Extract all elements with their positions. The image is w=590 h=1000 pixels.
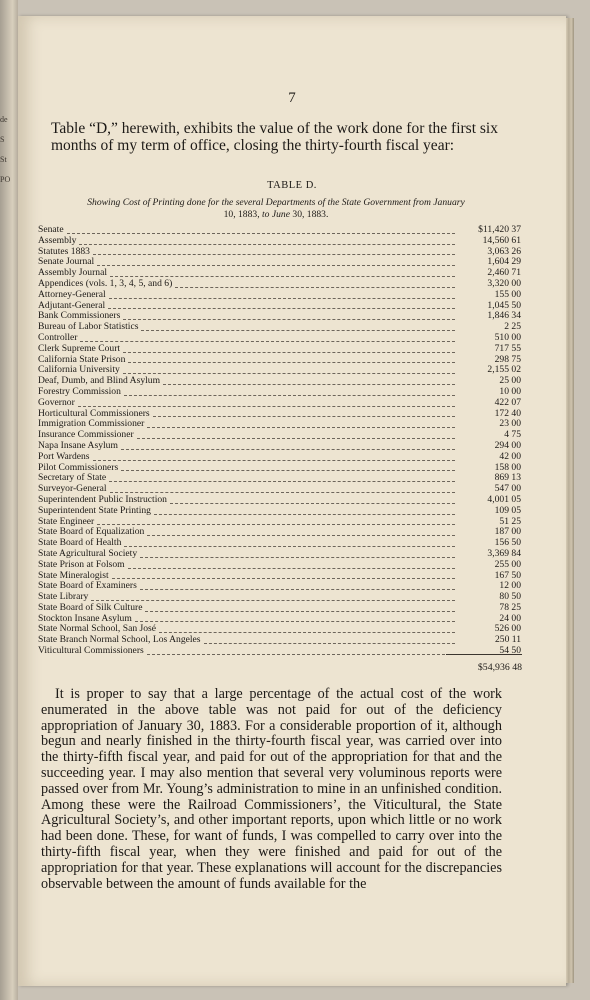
department-name: Insurance Commissioner — [38, 429, 134, 441]
department-name: California State Prison — [38, 353, 126, 365]
department-name: Bank Commissioners — [38, 310, 121, 322]
dotted-leader — [121, 470, 455, 471]
cost-amount: 255 00 — [494, 558, 521, 570]
dotted-leader — [140, 557, 455, 558]
caption-line-1: Showing Cost of Printing done for the several Departments of the State Government from January — [87, 197, 465, 208]
department-name: State Branch Normal School, Los Angeles — [38, 634, 201, 646]
cost-amount: 42 00 — [499, 450, 521, 462]
department-name: Pilot Commissioners — [38, 461, 119, 473]
department-name: Viticultural Commissioners — [38, 645, 144, 657]
table-title: TABLE D. — [267, 180, 317, 191]
dotted-leader — [204, 643, 455, 644]
table-row — [38, 560, 521, 571]
department-name: Stockton Insane Asylum — [38, 612, 132, 624]
department-name: Secretary of State — [38, 472, 107, 484]
department-name: Superintendent Public Instruction — [38, 493, 167, 505]
facing-page-text-fragments — [0, 110, 18, 450]
cost-amount: 1,045 50 — [487, 299, 521, 311]
body-paragraph-text: It is proper to say that a large percentage of the actual cost of the work enumerated in the above table was not paid for out of the deficiency appropriation of January 30, 1883. For a considerable proportion of it, although begun and nearly finished in the thirty-fourth fiscal year, was carried over into the thirty-fifth fiscal year, and paid for out of the appropriation for that and the succeeding year. I may also mention that several very voluminous reports were passed over from Mr. Young’s administration to mine in an unfinished condition. Among these were the Railroad Commissioners’, the Viticultural, the State Agricultural Society’s, and other important reports, upon which little or no work had been done. These, for want of funds, I was compelled to carry over into the thirty-fifth fiscal year, when they were finished and paid for out of the appropriation for that year. These explanations will account for the discrepancies observable between the amount of funds available for the — [41, 686, 502, 892]
department-name: Adjutant-General — [38, 299, 106, 311]
page-stack-edge — [566, 18, 574, 983]
cost-amount: 23 00 — [499, 418, 521, 430]
table-row — [38, 581, 521, 592]
dotted-leader — [109, 298, 455, 299]
department-name: Superintendent State Printing — [38, 504, 151, 516]
table-row — [38, 236, 521, 247]
table-row — [38, 225, 521, 236]
table-row — [38, 344, 521, 355]
dotted-leader — [154, 514, 455, 515]
cost-amount: 869 13 — [494, 472, 521, 484]
body-paragraph — [41, 687, 502, 892]
dotted-leader — [147, 427, 455, 428]
department-name: Port Wardens — [38, 450, 90, 462]
cost-amount: 12 00 — [499, 580, 521, 592]
dotted-leader — [67, 233, 455, 234]
cost-amount: 2,155 02 — [487, 364, 521, 376]
facing-fragment: St — [0, 155, 7, 164]
department-name: State Engineer — [38, 515, 95, 527]
cost-amount: 3,369 84 — [487, 547, 521, 559]
cost-amount: 526 00 — [494, 623, 521, 635]
dotted-leader — [110, 276, 455, 277]
table-row — [38, 646, 521, 657]
dotted-leader — [128, 568, 455, 569]
cost-amount: 2,460 71 — [487, 267, 521, 279]
table-row — [38, 452, 521, 463]
cost-amount: 717 55 — [494, 342, 521, 354]
table-total: $54,936 48 — [477, 662, 522, 673]
cost-amount: 54 50 — [499, 645, 521, 657]
cost-amount: 4,001 05 — [487, 493, 521, 505]
department-name: Deaf, Dumb, and Blind Asylum — [38, 375, 161, 387]
cost-amount: 294 00 — [494, 439, 521, 451]
facing-fragment: PO — [0, 175, 11, 184]
department-name: State Normal School, San José — [38, 623, 157, 635]
book-page — [18, 16, 566, 986]
table-row — [38, 398, 521, 409]
dotted-leader — [123, 319, 455, 320]
department-name: State Board of Silk Culture — [38, 601, 143, 613]
dotted-leader — [141, 330, 455, 331]
caption-to-june: to June — [262, 208, 290, 220]
department-name: State Library — [38, 591, 89, 603]
total-rule — [446, 654, 522, 655]
dotted-leader — [147, 535, 455, 536]
facing-fragment: S — [0, 135, 5, 144]
dotted-leader — [79, 244, 455, 245]
table-row — [38, 387, 521, 398]
cost-amount: 109 05 — [494, 504, 521, 516]
cost-amount: 24 00 — [499, 612, 521, 624]
printing-cost-table — [38, 225, 521, 657]
department-name: Assembly — [38, 234, 77, 246]
cost-amount: 80 50 — [499, 591, 521, 603]
dotted-leader — [97, 265, 455, 266]
cost-amount: 547 00 — [494, 483, 521, 495]
dotted-leader — [97, 524, 455, 525]
department-name: Senate — [38, 224, 64, 235]
cost-amount: 51 25 — [499, 515, 521, 527]
dotted-leader — [108, 308, 455, 309]
table-row — [38, 463, 521, 474]
cost-amount: 3,320 00 — [487, 277, 521, 289]
cost-amount: 2 25 — [504, 321, 521, 333]
dotted-leader — [80, 341, 455, 342]
cost-amount: $11,420 37 — [478, 224, 521, 235]
cost-amount: 158 00 — [494, 461, 521, 473]
department-name: Assembly Journal — [38, 267, 108, 279]
cost-amount: 156 50 — [494, 537, 521, 549]
dotted-leader — [135, 621, 455, 622]
cost-amount: 172 40 — [494, 407, 521, 419]
dotted-leader — [93, 460, 455, 461]
cost-amount: 25 00 — [499, 375, 521, 387]
department-name: Surveyor-General — [38, 483, 107, 495]
dotted-leader — [110, 492, 455, 493]
table-row — [38, 506, 521, 517]
dotted-leader — [93, 254, 455, 255]
facing-fragment: de — [0, 115, 8, 124]
department-name: Attorney-General — [38, 288, 106, 300]
dotted-leader — [145, 611, 455, 612]
dotted-leader — [137, 438, 455, 439]
department-name: State Board of Equalization — [38, 526, 145, 538]
page-number: 7 — [288, 90, 296, 106]
dotted-leader — [159, 632, 455, 633]
department-name: Forestry Commission — [38, 385, 121, 397]
cost-amount: 250 11 — [494, 634, 521, 646]
caption-date-end: 30, 1883. — [292, 208, 329, 220]
cost-amount: 1,604 29 — [487, 256, 521, 268]
dotted-leader — [124, 546, 455, 547]
cost-amount: 187 00 — [494, 526, 521, 538]
department-name: State Board of Health — [38, 537, 122, 549]
department-name: California University — [38, 364, 120, 376]
department-name: State Board of Examiners — [38, 580, 137, 592]
dotted-leader — [147, 654, 455, 655]
department-name: Immigration Commissioner — [38, 418, 145, 430]
table-row — [38, 257, 521, 268]
table-row — [38, 247, 521, 258]
cost-amount: 167 50 — [494, 569, 521, 581]
department-name: Clerk Supreme Court — [38, 342, 121, 354]
cost-amount: 422 07 — [494, 396, 521, 408]
dotted-leader — [170, 503, 455, 504]
department-name: State Prison at Folsom — [38, 558, 125, 570]
department-name: Statutes 1883 — [38, 245, 90, 257]
cost-amount: 14,560 61 — [482, 234, 521, 246]
department-name: State Mineralogist — [38, 569, 109, 581]
department-name: State Agricultural Society — [38, 547, 138, 559]
cost-amount: 1,846 34 — [487, 310, 521, 322]
dotted-leader — [121, 449, 455, 450]
dotted-leader — [124, 395, 455, 396]
department-name: Controller — [38, 331, 78, 343]
department-name: Senate Journal — [38, 256, 95, 268]
cost-amount: 3,063 26 — [487, 245, 521, 257]
department-name: Appendices (vols. 1, 3, 4, 5, and 6) — [38, 277, 173, 289]
table-row — [38, 473, 521, 484]
dotted-leader — [112, 578, 455, 579]
cost-amount: 4 75 — [504, 429, 521, 441]
cost-amount: 10 00 — [499, 385, 521, 397]
table-row — [38, 322, 521, 333]
dotted-leader — [109, 481, 455, 482]
dotted-leader — [78, 406, 455, 407]
department-name: Governor — [38, 396, 75, 408]
table-row — [38, 290, 521, 301]
cost-amount: 510 00 — [494, 331, 521, 343]
dotted-leader — [153, 416, 455, 417]
cost-amount: 298 75 — [494, 353, 521, 365]
dotted-leader — [175, 287, 455, 288]
caption-date-start: 10, 1883, — [223, 208, 260, 220]
dotted-leader — [91, 600, 455, 601]
department-name: Bureau of Labor Statistics — [38, 321, 139, 333]
cost-amount: 155 00 — [494, 288, 521, 300]
dotted-leader — [128, 362, 455, 363]
table-row — [38, 279, 521, 290]
dotted-leader — [123, 352, 455, 353]
dotted-leader — [163, 384, 455, 385]
dotted-leader — [123, 373, 455, 374]
department-name: Napa Insane Asylum — [38, 439, 118, 451]
intro-paragraph: Table “D,” herewith, exhibits the value of the work done for the first six months of my term of office, closing the thirty-fourth fiscal year: — [51, 120, 498, 155]
dotted-leader — [140, 589, 455, 590]
department-name: Horticultural Commissioners — [38, 407, 150, 419]
cost-amount: 78 25 — [499, 601, 521, 613]
table-row — [38, 441, 521, 452]
table-caption — [52, 197, 500, 220]
